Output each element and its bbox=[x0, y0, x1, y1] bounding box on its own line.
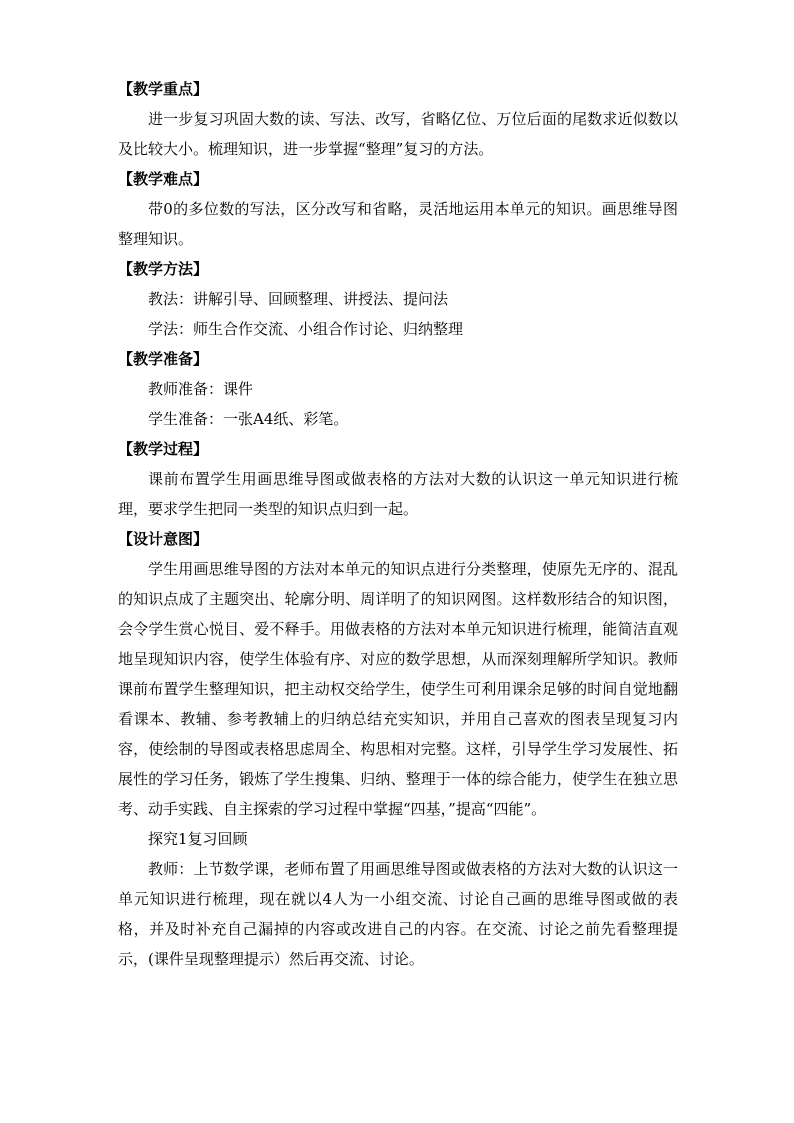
paragraph-teaching-difficulty: 带0的多位数的写法，区分改写和省略，灵活地运用本单元的知识。画思维导图整理知识。 bbox=[118, 200, 678, 248]
heading-teaching-difficulty: 【教学难点】 bbox=[118, 170, 209, 188]
paragraph-explore-review: 教师：上节数学课，老师布置了用画思维导图或做表格的方法对大数的认识这一单元知识进行梳理，现在就以4人为一小组交流、讨论自己画的思维导图或做的表格，并及时补充自己漏掉的内容或改进自己的内容。在交流、讨论之前先看整理提示，(课件呈现整理提示）然后再交流、讨论。 bbox=[118, 860, 678, 968]
line-teaching-method: 教法：讲解引导、回顾整理、讲授法、提问法 bbox=[148, 290, 449, 308]
heading-design-intent: 【设计意图】 bbox=[118, 530, 209, 548]
heading-teaching-focus: 【教学重点】 bbox=[118, 80, 209, 98]
document-content bbox=[118, 74, 678, 974]
heading-teaching-preparation: 【教学准备】 bbox=[118, 350, 209, 368]
line-teacher-preparation: 教师准备：课件 bbox=[148, 380, 254, 398]
paragraph-teaching-process: 课前布置学生用画思维导图或做表格的方法对大数的认识这一单元知识进行梳理，要求学生把同一类型的知识点归到一起。 bbox=[118, 470, 678, 518]
heading-teaching-methods: 【教学方法】 bbox=[118, 260, 209, 278]
heading-teaching-process: 【教学过程】 bbox=[118, 440, 209, 458]
paragraph-teaching-focus: 进一步复习巩固大数的读、写法、改写，省略亿位、万位后面的尾数求近似数以及比较大小。梳理知识，进一步掌握“整理”复习的方法。 bbox=[118, 110, 678, 158]
paragraph-design-intent: 学生用画思维导图的方法对本单元的知识点进行分类整理，使原先无序的、混乱的知识点成了主题突出、轮廓分明、周详明了的知识网图。这样数形结合的知识图，会令学生赏心悦目、爱不释手。用做表格的方法对本单元知识进行梳理，能简洁直观地呈现知识内容，使学生体验有序、对应的数学思想，从而深刻理解所学知识。教师课前布置学生整理知识，把主动权交给学生，使学生可利用课余足够的时间自觉地翻看课本、教辅、参考教辅上的归纳总结充实知识，并用自己喜欢的图表呈现复习内容，使绘制的导图或表格思虑周全、构思相对完整。这样，引导学生学习发展性、拓展性的学习任务，锻炼了学生搜集、归纳、整理于一体的综合能力，使学生在独立思考、动手实践、自主探索的学习过程中掌握“四基，”提高“四能”。 bbox=[118, 560, 678, 818]
line-learning-method: 学法：师生合作交流、小组合作讨论、归纳整理 bbox=[148, 320, 464, 338]
line-student-preparation: 学生准备：一张A4纸、彩笔。 bbox=[148, 410, 349, 428]
explore-section-title: 探究1复习回顾 bbox=[148, 830, 248, 848]
